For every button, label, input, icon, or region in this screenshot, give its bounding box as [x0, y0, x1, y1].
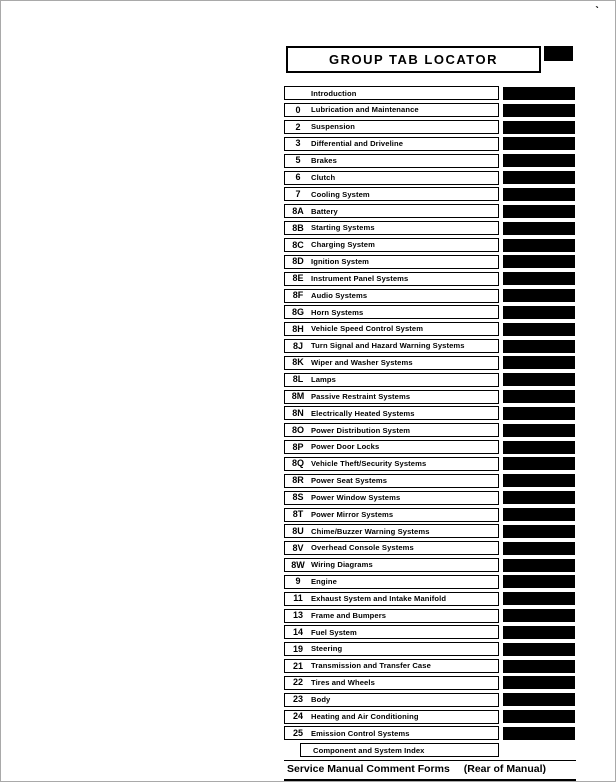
group-row [284, 304, 576, 321]
group-code: 23 [292, 694, 303, 705]
title-row [284, 46, 576, 73]
group-label: Emission Control Systems [311, 728, 410, 738]
group-row-box [284, 137, 499, 151]
tab-marker [503, 306, 575, 319]
tab-marker [503, 710, 575, 723]
group-label: Wiring Diagrams [311, 560, 373, 570]
group-code: 8V [292, 542, 304, 553]
tab-marker [503, 205, 575, 218]
group-row-box [300, 743, 499, 757]
group-code: 8W [291, 559, 305, 570]
group-row-box [284, 289, 499, 303]
group-rows [284, 85, 576, 759]
group-code: 8R [292, 475, 304, 486]
group-row-box [284, 474, 499, 488]
group-code: 8C [292, 239, 304, 250]
group-row-box [284, 693, 499, 707]
group-code: 8U [292, 525, 304, 536]
group-label: Body [311, 695, 331, 704]
group-row-box [284, 238, 499, 252]
group-row-box [284, 255, 499, 269]
group-row [284, 439, 576, 456]
group-row [284, 641, 576, 658]
group-label: Audio Systems [311, 290, 368, 300]
group-row-box [284, 676, 499, 690]
group-label: Turn Signal and Hazard Warning Systems [311, 341, 465, 351]
group-code: 22 [292, 677, 303, 688]
group-code: 8E [292, 273, 304, 284]
group-row [284, 119, 576, 136]
group-label: Tires and Wheels [311, 678, 375, 688]
group-row [284, 523, 576, 540]
tab-marker [503, 356, 575, 369]
group-row [284, 203, 576, 220]
group-code: 11 [293, 593, 303, 604]
group-row [284, 405, 576, 422]
footer-row [284, 760, 576, 781]
group-row-box [284, 187, 499, 201]
group-code: 3 [295, 138, 301, 149]
group-row [284, 456, 576, 473]
group-code: 8B [292, 222, 304, 233]
group-code: 5 [295, 155, 301, 166]
group-row [284, 506, 576, 523]
group-row [284, 85, 576, 102]
group-label: Power Mirror Systems [311, 509, 394, 519]
group-row-box [284, 221, 499, 235]
group-row [284, 658, 576, 675]
tab-marker [503, 676, 575, 689]
group-row [284, 624, 576, 641]
group-row [284, 691, 576, 708]
group-label: Electrically Heated Systems [311, 408, 415, 418]
group-row [284, 338, 576, 355]
group-row-box [284, 659, 499, 673]
group-row-box [284, 508, 499, 522]
group-code: 8G [291, 306, 304, 317]
footer-rear-of-manual-label: (Rear of Manual) [463, 762, 546, 775]
group-code: 25 [292, 727, 303, 738]
group-code: 8F [292, 290, 304, 301]
group-row [284, 152, 576, 169]
group-row-box [284, 373, 499, 387]
group-label: Frame and Bumpers [311, 610, 387, 620]
tab-marker [503, 255, 575, 268]
group-label: Transmission and Transfer Case [311, 661, 431, 671]
group-row-box [284, 390, 499, 404]
tab-marker [503, 525, 575, 538]
group-code: 8P [292, 441, 304, 452]
group-code: 8H [292, 323, 304, 334]
group-row [284, 287, 576, 304]
tab-marker [503, 626, 575, 639]
group-label: Wiper and Washer Systems [311, 358, 413, 368]
group-label: Power Seat Systems [311, 476, 388, 486]
tab-marker [503, 373, 575, 386]
tab-marker [503, 137, 575, 150]
group-label: Power Door Locks [311, 442, 380, 452]
group-code: 2 [295, 121, 301, 132]
tab-marker [503, 457, 575, 470]
group-label: Cooling System [311, 189, 370, 199]
footer-comment-forms-label: Service Manual Comment Forms [287, 762, 450, 775]
group-label: Charging System [311, 240, 375, 250]
group-label: Brakes [311, 156, 337, 165]
scan-corner-mark: ˋ [595, 4, 599, 18]
tab-marker [503, 340, 575, 353]
group-row [284, 573, 576, 590]
group-label: Lamps [311, 374, 336, 384]
group-code: 8A [292, 205, 304, 216]
tab-locator-content [284, 46, 576, 781]
group-label: Fuel System [311, 627, 357, 637]
group-code: 8N [292, 407, 304, 418]
group-row [284, 472, 576, 489]
tab-marker [503, 592, 575, 605]
group-code: 9 [295, 576, 301, 587]
group-row [284, 102, 576, 119]
group-row [284, 742, 576, 759]
group-label: Vehicle Speed Control System [311, 324, 424, 334]
group-row-box [284, 171, 499, 185]
group-row [284, 607, 576, 624]
group-row [284, 590, 576, 607]
group-code: 8D [292, 256, 304, 267]
group-code: 13 [292, 610, 303, 621]
group-label: Component and System Index [313, 745, 425, 755]
group-label: Suspension [311, 122, 356, 132]
tab-marker [503, 727, 575, 740]
tab-marker [503, 188, 575, 201]
group-row-box [284, 558, 499, 572]
group-label: Vehicle Theft/Security Systems [311, 459, 427, 469]
group-row [284, 708, 576, 725]
group-label: Power Distribution System [311, 425, 411, 435]
group-label: Clutch [311, 172, 336, 182]
group-row-box [284, 710, 499, 724]
group-row [284, 540, 576, 557]
group-label: Power Window Systems [311, 492, 401, 502]
tab-marker [503, 575, 575, 588]
tab-marker [503, 474, 575, 487]
tab-marker [503, 222, 575, 235]
group-code: 8J [292, 340, 303, 351]
group-code: 8T [292, 509, 304, 520]
group-code: 7 [295, 188, 301, 199]
group-row-box [284, 406, 499, 420]
group-code: 8O [291, 424, 304, 435]
group-row [284, 675, 576, 692]
group-label: Horn Systems [311, 307, 364, 317]
group-row-box [284, 642, 499, 656]
group-row-box [284, 103, 499, 117]
group-label: Exhaust System and Intake Manifold [311, 593, 447, 603]
group-row-box [284, 305, 499, 319]
group-row [284, 489, 576, 506]
group-code: 21 [292, 660, 303, 671]
group-row [284, 186, 576, 203]
group-row [284, 422, 576, 439]
tab-marker [503, 390, 575, 403]
group-code: 8S [292, 492, 304, 503]
tab-marker [503, 491, 575, 504]
group-row-box [284, 86, 499, 100]
tab-marker [503, 323, 575, 336]
title-tab-marker [544, 46, 573, 61]
group-label: Steering [311, 644, 343, 654]
tab-marker [503, 559, 575, 572]
group-row-box [284, 356, 499, 370]
page-title: GROUP TAB LOCATOR [286, 46, 541, 73]
group-row-box [284, 204, 499, 218]
group-row-box [284, 524, 499, 538]
group-row-box [284, 592, 499, 606]
group-row-box [284, 541, 499, 555]
tab-marker [503, 104, 575, 117]
group-row-box [284, 322, 499, 336]
tab-marker [503, 289, 575, 302]
group-row [284, 321, 576, 338]
group-label: Starting Systems [311, 223, 375, 233]
group-code: 6 [295, 172, 301, 183]
group-code: 8L [292, 374, 304, 385]
tab-marker [503, 424, 575, 437]
tab-marker [503, 441, 575, 454]
group-code: 24 [292, 711, 303, 722]
group-code: 8Q [291, 458, 304, 469]
group-code: 14 [292, 626, 303, 637]
group-row-box [284, 120, 499, 134]
tab-marker [503, 87, 575, 100]
group-row [284, 371, 576, 388]
group-row [284, 169, 576, 186]
group-row-box [284, 154, 499, 168]
tab-marker [503, 660, 575, 673]
group-label: Instrument Panel Systems [311, 273, 409, 283]
group-label: Engine [311, 577, 337, 587]
tab-marker [503, 609, 575, 622]
group-row-box [284, 423, 499, 437]
tab-marker [503, 121, 575, 134]
group-label: Battery [311, 206, 338, 216]
tab-marker [503, 154, 575, 167]
group-code: 8K [292, 357, 304, 368]
group-row [284, 136, 576, 153]
group-row-box [284, 339, 499, 353]
group-label: Introduction [311, 88, 357, 98]
tab-marker [503, 542, 575, 555]
group-code: 19 [292, 643, 303, 654]
tab-marker [503, 508, 575, 521]
group-row-box [284, 726, 499, 740]
group-row-box [284, 575, 499, 589]
group-label: Passive Restraint Systems [311, 391, 411, 401]
group-label: Overhead Console Systems [311, 543, 414, 553]
group-row-box [284, 272, 499, 286]
group-row [284, 725, 576, 742]
group-row [284, 220, 576, 237]
group-row-box [284, 491, 499, 505]
group-label: Heating and Air Conditioning [311, 711, 419, 721]
group-row [284, 270, 576, 287]
group-row-box [284, 609, 499, 623]
group-row [284, 355, 576, 372]
group-row [284, 253, 576, 270]
group-label: Differential and Driveline [311, 139, 404, 149]
group-row-box [284, 440, 499, 454]
tab-marker [503, 272, 575, 285]
group-label: Lubrication and Maintenance [311, 105, 419, 115]
group-row-box [284, 457, 499, 471]
group-row [284, 557, 576, 574]
group-row [284, 388, 576, 405]
group-label: Ignition System [311, 257, 370, 267]
tab-marker [503, 407, 575, 420]
group-label: Chime/Buzzer Warning Systems [311, 526, 430, 536]
group-code: 0 [295, 104, 301, 115]
group-row-box [284, 625, 499, 639]
group-row [284, 237, 576, 254]
tab-marker [503, 643, 575, 656]
tab-marker [503, 239, 575, 252]
group-code: 8M [291, 391, 305, 402]
tab-marker [503, 171, 575, 184]
tab-marker [503, 693, 575, 706]
